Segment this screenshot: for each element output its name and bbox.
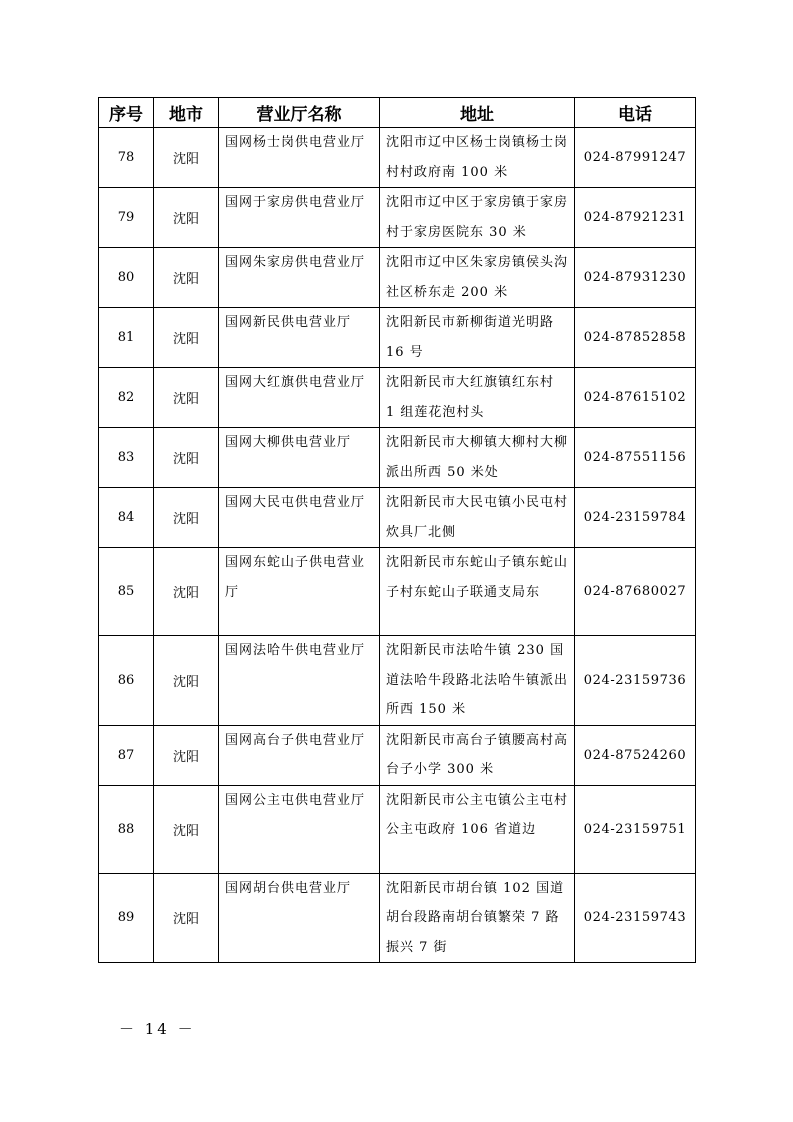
row-address: 沈阳市辽中区朱家房镇侯头沟社区桥东走 200 米 [380,248,575,308]
row-number: 81 [99,308,154,368]
row-number: 86 [99,636,154,726]
row-address: 沈阳新民市高台子镇腰高村高台子小学 300 米 [380,725,575,785]
row-number: 82 [99,368,154,428]
row-phone: 024-23159784 [575,488,696,548]
row-city: 沈阳 [154,308,219,368]
header-row [99,98,696,128]
row-city: 沈阳 [154,188,219,248]
row-hall-name: 国网法哈牛供电营业厅 [219,636,380,726]
row-hall-name: 国网新民供电营业厅 [219,308,380,368]
row-city: 沈阳 [154,368,219,428]
header-no: 序号 [99,98,154,128]
row-address: 沈阳新民市胡台镇 102 国道胡台段路南胡台镇繁荣 7 路振兴 7 街 [380,873,575,963]
row-city: 沈阳 [154,873,219,963]
table-row [99,873,696,963]
table-row [99,248,696,308]
row-address: 沈阳市辽中区杨士岗镇杨士岗村村政府南 100 米 [380,128,575,188]
row-phone: 024-87524260 [575,725,696,785]
row-city: 沈阳 [154,248,219,308]
row-address: 沈阳新民市大民屯镇小民屯村炊具厂北侧 [380,488,575,548]
header-address: 地址 [380,98,575,128]
row-hall-name: 国网东蛇山子供电营业厅 [219,548,380,636]
row-phone: 024-87680027 [575,548,696,636]
table-row [99,488,696,548]
table-row [99,308,696,368]
row-city: 沈阳 [154,128,219,188]
row-phone: 024-87921231 [575,188,696,248]
service-hall-table [98,97,696,963]
row-number: 85 [99,548,154,636]
row-city: 沈阳 [154,428,219,488]
row-number: 83 [99,428,154,488]
row-hall-name: 国网胡台供电营业厅 [219,873,380,963]
row-phone: 024-23159736 [575,636,696,726]
row-phone: 024-87991247 [575,128,696,188]
row-address: 沈阳新民市大红旗镇红东村 1 组莲花泡村头 [380,368,575,428]
row-phone: 024-87551156 [575,428,696,488]
row-number: 78 [99,128,154,188]
row-hall-name: 国网大民屯供电营业厅 [219,488,380,548]
row-city: 沈阳 [154,725,219,785]
row-address: 沈阳新民市大柳镇大柳村大柳派出所西 50 米处 [380,428,575,488]
row-phone: 024-23159743 [575,873,696,963]
row-hall-name: 国网于家房供电营业厅 [219,188,380,248]
row-address: 沈阳新民市东蛇山子镇东蛇山子村东蛇山子联通支局东 [380,548,575,636]
row-phone: 024-87615102 [575,368,696,428]
row-address: 沈阳新民市新柳街道光明路 16 号 [380,308,575,368]
table-row [99,785,696,873]
row-hall-name: 国网大红旗供电营业厅 [219,368,380,428]
table-row [99,428,696,488]
table-row [99,368,696,428]
row-number: 84 [99,488,154,548]
row-phone: 024-23159751 [575,785,696,873]
header-city: 地市 [154,98,219,128]
table-row [99,548,696,636]
header-phone: 电话 [575,98,696,128]
row-phone: 024-87852858 [575,308,696,368]
row-phone: 024-87931230 [575,248,696,308]
row-city: 沈阳 [154,785,219,873]
page-number: － 14 － [119,1020,196,1038]
row-address: 沈阳新民市法哈牛镇 230 国道法哈牛段路北法哈牛镇派出所西 150 米 [380,636,575,726]
row-hall-name: 国网杨士岗供电营业厅 [219,128,380,188]
table-row [99,128,696,188]
row-city: 沈阳 [154,636,219,726]
row-number: 79 [99,188,154,248]
table-row [99,188,696,248]
row-address: 沈阳新民市公主屯镇公主屯村公主屯政府 106 省道边 [380,785,575,873]
row-number: 87 [99,725,154,785]
row-number: 80 [99,248,154,308]
table-row [99,636,696,726]
row-hall-name: 国网大柳供电营业厅 [219,428,380,488]
row-hall-name: 国网高台子供电营业厅 [219,725,380,785]
row-address: 沈阳市辽中区于家房镇于家房村于家房医院东 30 米 [380,188,575,248]
row-number: 89 [99,873,154,963]
row-city: 沈阳 [154,548,219,636]
row-hall-name: 国网公主屯供电营业厅 [219,785,380,873]
table-row [99,725,696,785]
row-city: 沈阳 [154,488,219,548]
header-hall-name: 营业厅名称 [219,98,380,128]
row-hall-name: 国网朱家房供电营业厅 [219,248,380,308]
row-number: 88 [99,785,154,873]
